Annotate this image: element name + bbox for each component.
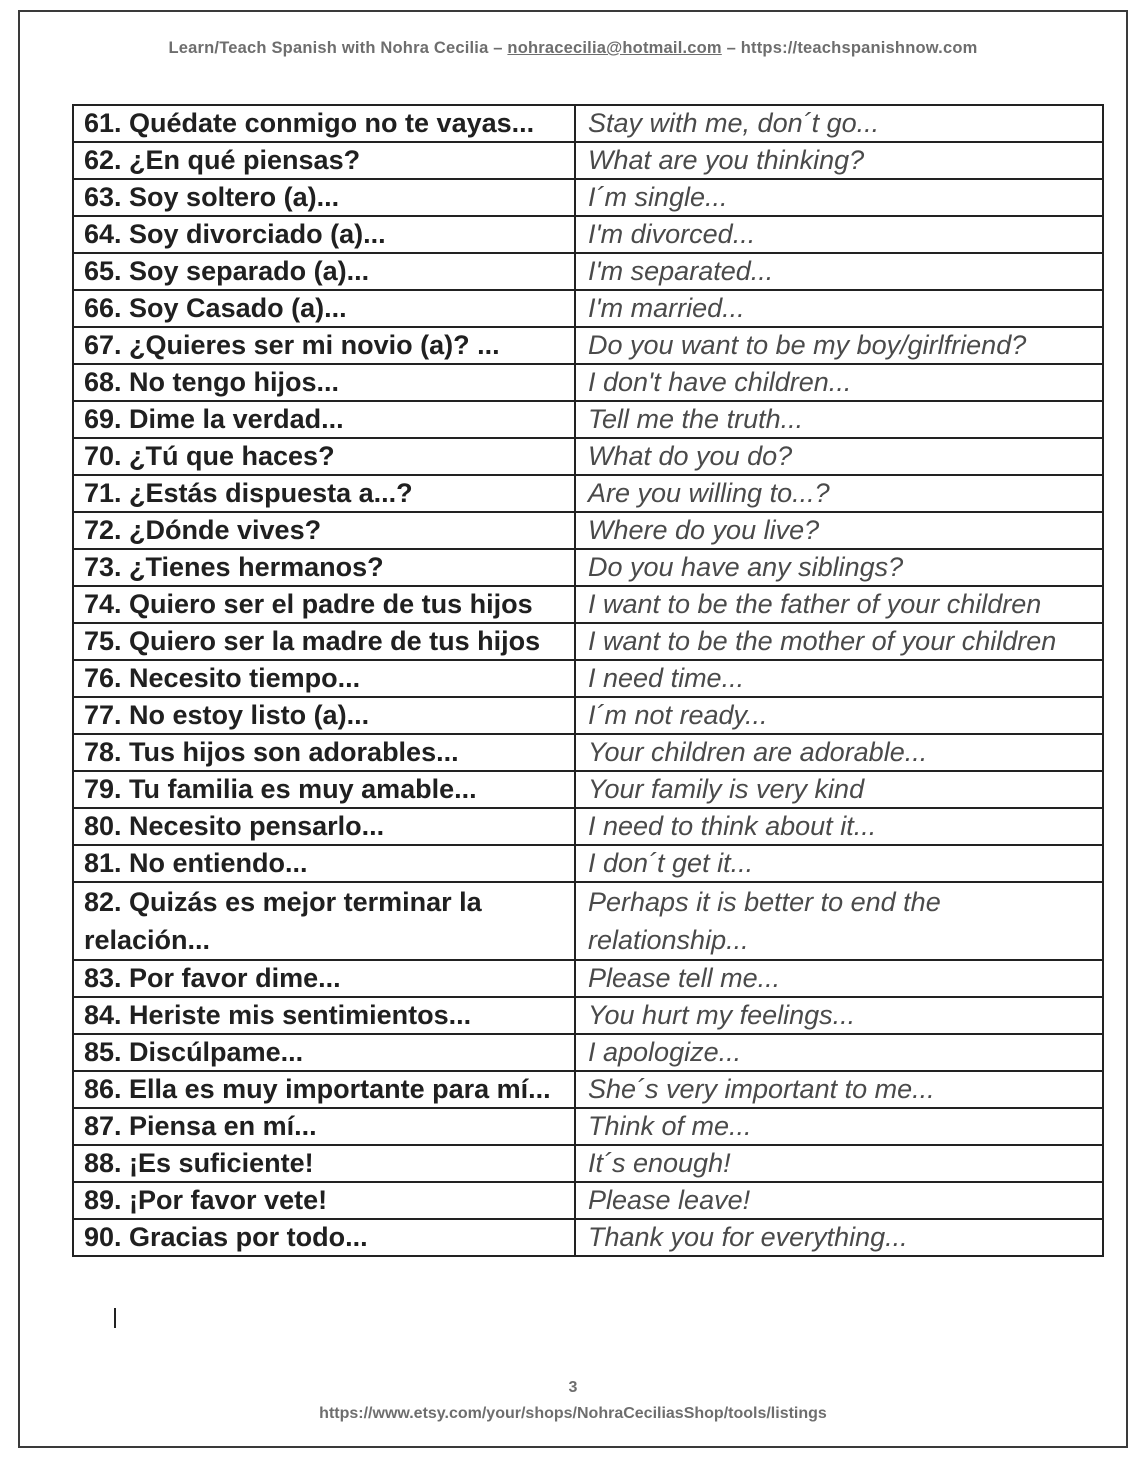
spanish-phrase: 69. Dime la verdad... <box>73 401 575 438</box>
table-row <box>73 1182 1103 1219</box>
header-prefix: Learn/Teach Spanish with Nohra Cecilia – <box>168 39 503 57</box>
phrase-table <box>72 104 1104 1257</box>
spanish-phrase: 79. Tu familia es muy amable... <box>73 771 575 808</box>
footer-link[interactable]: https://www.etsy.com/your/shops/NohraCeciliasShop/tools/listings <box>319 1405 827 1422</box>
spanish-phrase: 76. Necesito tiempo... <box>73 660 575 697</box>
english-translation: Your family is very kind <box>575 771 1103 808</box>
english-translation: Do you want to be my boy/girlfriend? <box>575 327 1103 364</box>
english-translation: Think of me... <box>575 1108 1103 1145</box>
table-row <box>73 327 1103 364</box>
table-row <box>73 512 1103 549</box>
spanish-phrase: 62. ¿En qué piensas? <box>73 142 575 179</box>
spanish-phrase: 90. Gracias por todo... <box>73 1219 575 1256</box>
spanish-phrase: 68. No tengo hijos... <box>73 364 575 401</box>
spanish-phrase: 67. ¿Quieres ser mi novio (a)? ... <box>73 327 575 364</box>
spanish-phrase: 72. ¿Dónde vives? <box>73 512 575 549</box>
english-translation: Your children are adorable... <box>575 734 1103 771</box>
table-row <box>73 475 1103 512</box>
table-row <box>73 845 1103 882</box>
english-translation: Do you have any siblings? <box>575 549 1103 586</box>
table-row <box>73 808 1103 845</box>
english-translation: Stay with me, don´t go... <box>575 105 1103 142</box>
english-translation: You hurt my feelings... <box>575 997 1103 1034</box>
table-row <box>73 142 1103 179</box>
table-row <box>73 1145 1103 1182</box>
spanish-phrase: 75. Quiero ser la madre de tus hijos <box>73 623 575 660</box>
table-row <box>73 1034 1103 1071</box>
spanish-phrase: 70. ¿Tú que haces? <box>73 438 575 475</box>
table-row <box>73 997 1103 1034</box>
table-row <box>73 216 1103 253</box>
page-header <box>20 39 1126 58</box>
table-row <box>73 253 1103 290</box>
english-translation: I need to think about it... <box>575 808 1103 845</box>
table-row <box>73 1108 1103 1145</box>
english-translation: I don´t get it... <box>575 845 1103 882</box>
english-translation: I want to be the father of your children <box>575 586 1103 623</box>
english-translation: I don't have children... <box>575 364 1103 401</box>
english-translation: I need time... <box>575 660 1103 697</box>
document-page <box>18 10 1128 1448</box>
english-translation: I apologize... <box>575 1034 1103 1071</box>
table-row <box>73 1219 1103 1256</box>
spanish-phrase: 85. Discúlpame... <box>73 1034 575 1071</box>
table-row <box>73 771 1103 808</box>
spanish-phrase: 82. Quizás es mejor terminar la relación... <box>73 882 575 960</box>
table-row <box>73 179 1103 216</box>
table-row <box>73 697 1103 734</box>
english-translation: I'm married... <box>575 290 1103 327</box>
table-row <box>73 105 1103 142</box>
table-row <box>73 960 1103 997</box>
table-row <box>73 401 1103 438</box>
spanish-phrase: 73. ¿Tienes hermanos? <box>73 549 575 586</box>
table-row <box>73 882 1103 960</box>
spanish-phrase: 61. Quédate conmigo no te vayas... <box>73 105 575 142</box>
spanish-phrase: 65. Soy separado (a)... <box>73 253 575 290</box>
spanish-phrase: 71. ¿Estás dispuesta a...? <box>73 475 575 512</box>
spanish-phrase: 66. Soy Casado (a)... <box>73 290 575 327</box>
spanish-phrase: 83. Por favor dime... <box>73 960 575 997</box>
text-cursor <box>114 1308 116 1328</box>
spanish-phrase: 81. No entiendo... <box>73 845 575 882</box>
table-row <box>73 734 1103 771</box>
english-translation: Thank you for everything... <box>575 1219 1103 1256</box>
english-translation: Perhaps it is better to end the relationship... <box>575 882 1103 960</box>
spanish-phrase: 89. ¡Por favor vete! <box>73 1182 575 1219</box>
english-translation: I'm divorced... <box>575 216 1103 253</box>
english-translation: Please tell me... <box>575 960 1103 997</box>
spanish-phrase: 63. Soy soltero (a)... <box>73 179 575 216</box>
table-row <box>73 623 1103 660</box>
table-row <box>73 1071 1103 1108</box>
english-translation: I want to be the mother of your children <box>575 623 1103 660</box>
spanish-phrase: 87. Piensa en mí... <box>73 1108 575 1145</box>
english-translation: It´s enough! <box>575 1145 1103 1182</box>
english-translation: She´s very important to me... <box>575 1071 1103 1108</box>
spanish-phrase: 77. No estoy listo (a)... <box>73 697 575 734</box>
english-translation: What are you thinking? <box>575 142 1103 179</box>
english-translation: I´m not ready... <box>575 697 1103 734</box>
spanish-phrase: 74. Quiero ser el padre de tus hijos <box>73 586 575 623</box>
table-row <box>73 290 1103 327</box>
table-row <box>73 364 1103 401</box>
spanish-phrase: 80. Necesito pensarlo... <box>73 808 575 845</box>
spanish-phrase: 86. Ella es muy importante para mí... <box>73 1071 575 1108</box>
spanish-phrase: 78. Tus hijos son adorables... <box>73 734 575 771</box>
english-translation: I´m single... <box>575 179 1103 216</box>
page-number: 3 <box>568 1379 578 1396</box>
english-translation: Are you willing to...? <box>575 475 1103 512</box>
english-translation: What do you do? <box>575 438 1103 475</box>
spanish-phrase: 64. Soy divorciado (a)... <box>73 216 575 253</box>
spanish-phrase: 88. ¡Es suficiente! <box>73 1145 575 1182</box>
spanish-phrase: 84. Heriste mis sentimientos... <box>73 997 575 1034</box>
english-translation: Where do you live? <box>575 512 1103 549</box>
table-row <box>73 586 1103 623</box>
table-row <box>73 549 1103 586</box>
header-suffix: – https://teachspanishnow.com <box>726 39 978 57</box>
table-row <box>73 660 1103 697</box>
english-translation: I'm separated... <box>575 253 1103 290</box>
table-row <box>73 438 1103 475</box>
english-translation: Please leave! <box>575 1182 1103 1219</box>
header-email-link[interactable]: nohracecilia@hotmail.com <box>507 39 722 57</box>
english-translation: Tell me the truth... <box>575 401 1103 438</box>
